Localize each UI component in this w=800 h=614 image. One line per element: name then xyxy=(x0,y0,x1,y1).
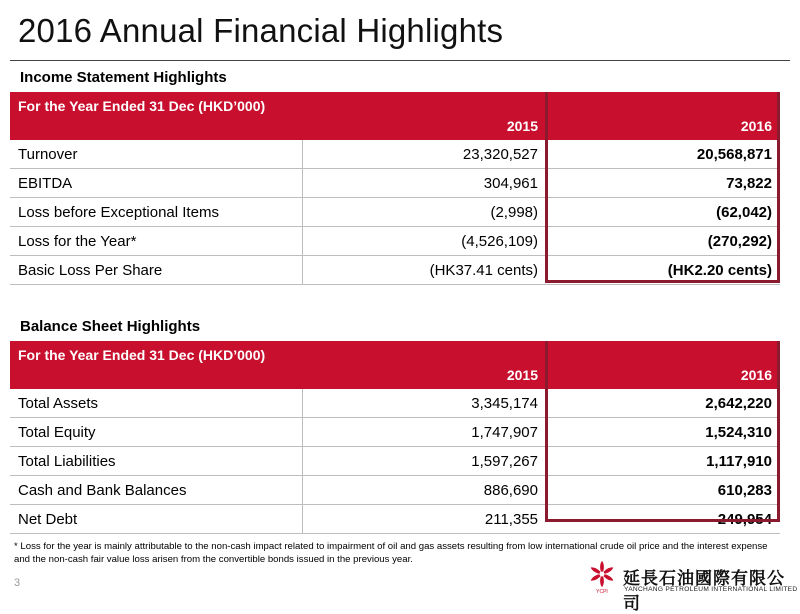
table-row xyxy=(10,227,780,256)
value-2015: 23,320,527 xyxy=(302,140,546,169)
value-2016: 610,283 xyxy=(546,476,780,505)
value-2016: (62,042) xyxy=(546,198,780,227)
value-2015: (4,526,109) xyxy=(302,227,546,256)
row-label: Total Equity xyxy=(10,418,302,447)
value-2016: 1,117,910 xyxy=(546,447,780,476)
value-2015: 3,345,174 xyxy=(302,389,546,418)
balance-header-2016: 2016 xyxy=(546,341,780,389)
table-row xyxy=(10,418,780,447)
row-label: Basic Loss Per Share xyxy=(10,256,302,285)
income-header-label: For the Year Ended 31 Dec (HKD’000) xyxy=(10,92,302,140)
company-name-cn: 延長石油國際有限公司 xyxy=(623,569,785,613)
balance-header-label: For the Year Ended 31 Dec (HKD’000) xyxy=(10,341,302,389)
row-label: Loss before Exceptional Items xyxy=(10,198,302,227)
table-row xyxy=(10,447,780,476)
table-row xyxy=(10,476,780,505)
row-label: Turnover xyxy=(10,140,302,169)
row-label: Net Debt xyxy=(10,505,302,534)
page-number: 3 xyxy=(14,577,21,589)
value-2016: 20,568,871 xyxy=(546,140,780,169)
page-title: 2016 Annual Financial Highlights xyxy=(18,12,504,49)
value-2015: (2,998) xyxy=(302,198,546,227)
row-label: Total Assets xyxy=(10,389,302,418)
value-2015: (HK37.41 cents) xyxy=(302,256,546,285)
value-2016: 2,642,220 xyxy=(546,389,780,418)
balance-header-2015: 2015 xyxy=(302,341,546,389)
table-row xyxy=(10,389,780,418)
value-2015: 886,690 xyxy=(302,476,546,505)
value-2016: 249,954 xyxy=(546,505,780,534)
row-label: Total Liabilities xyxy=(10,447,302,476)
value-2015: 304,961 xyxy=(302,169,546,198)
value-2015: 1,597,267 xyxy=(302,447,546,476)
flame-petal-logo-icon xyxy=(585,560,619,594)
logo-mark-text: YCPI xyxy=(596,589,608,594)
table-row xyxy=(10,140,780,169)
value-2016: (270,292) xyxy=(546,227,780,256)
value-2015: 211,355 xyxy=(302,505,546,534)
row-label: Cash and Bank Balances xyxy=(10,476,302,505)
income-table xyxy=(10,92,780,285)
value-2016: 1,524,310 xyxy=(546,418,780,447)
footnote: * Loss for the year is mainly attributable to the non-cash impact related to impairment of oil and gas assets resulting from low international crude oil price and the interest expense and the non-cash fair value loss arisen from the convertible bonds issued in the previous year. xyxy=(14,541,768,565)
table-row xyxy=(10,505,780,534)
table-row xyxy=(10,256,780,285)
company-name-en: YANCHANG PETROLEUM INTERNATIONAL LIMITED xyxy=(624,586,798,593)
income-header-2015: 2015 xyxy=(302,92,546,140)
value-2016: 73,822 xyxy=(546,169,780,198)
title-divider xyxy=(10,60,790,61)
balance-header-row xyxy=(10,341,780,389)
row-label: EBITDA xyxy=(10,169,302,198)
table-row xyxy=(10,169,780,198)
income-section-label: Income Statement Highlights xyxy=(20,69,227,86)
value-2016: (HK2.20 cents) xyxy=(546,256,780,285)
value-2015: 1,747,907 xyxy=(302,418,546,447)
income-header-row xyxy=(10,92,780,140)
row-label: Loss for the Year* xyxy=(10,227,302,256)
table-row xyxy=(10,198,780,227)
balance-section-label: Balance Sheet Highlights xyxy=(20,318,201,335)
balance-table xyxy=(10,341,780,534)
income-header-2016: 2016 xyxy=(546,92,780,140)
